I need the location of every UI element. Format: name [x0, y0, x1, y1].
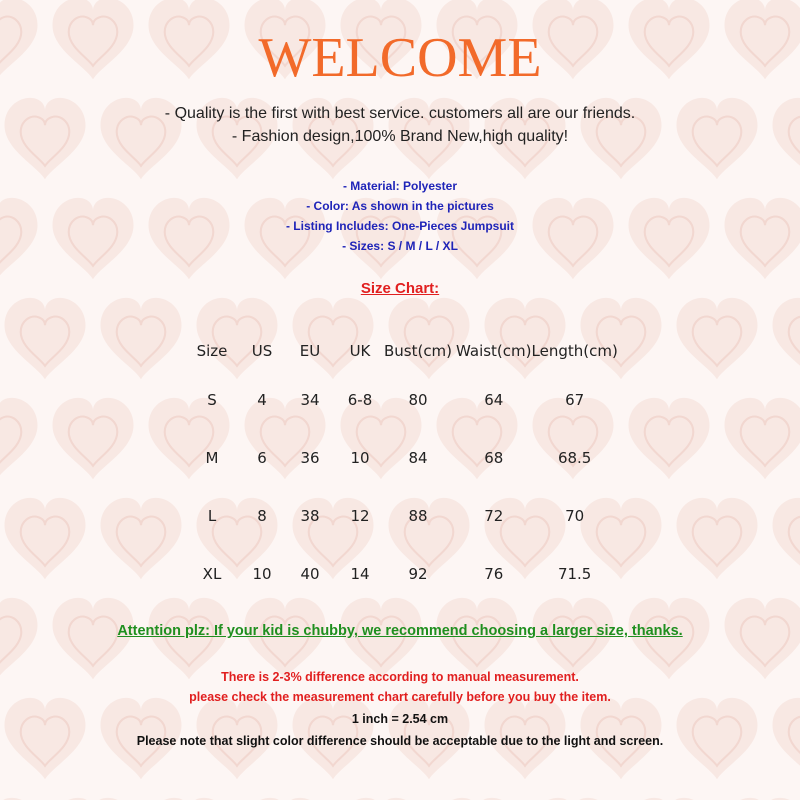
attention-note: Attention plz: If your kid is chubby, we recommend choosing a larger size, thanks. — [117, 623, 683, 639]
measurement-difference-note: There is 2-3% difference according to manual measurement. — [221, 670, 579, 684]
table-cell: 6-8 — [347, 391, 373, 409]
table-cell: 70 — [565, 507, 585, 525]
table-cell: 36 — [300, 449, 320, 467]
header-cell-waist: Waist(cm) — [456, 342, 532, 360]
size-chart-title: Size Chart: — [360, 280, 440, 297]
table-row — [180, 487, 618, 545]
welcome-title: WELCOME — [258, 27, 542, 89]
spec-sizes: - Sizes: S / M / L / XL — [342, 239, 458, 253]
table-row — [180, 429, 618, 487]
table-cell: L — [207, 507, 217, 525]
header-cell-length: Length(cm) — [531, 342, 618, 360]
spec-color: - Color: As shown in the pictures — [306, 199, 494, 213]
table-cell: 72 — [484, 507, 504, 525]
table-cell: 4 — [257, 391, 267, 409]
spec-listing: - Listing Includes: One-Pieces Jumpsuit — [285, 219, 515, 233]
table-cell: 10 — [252, 565, 272, 583]
header-cell-eu: EU — [299, 342, 321, 360]
table-cell: 38 — [300, 507, 320, 525]
check-chart-note: please check the measurement chart carefully before you buy the item. — [189, 690, 611, 704]
table-cell: S — [207, 391, 217, 409]
table-cell: 88 — [408, 507, 428, 525]
table-row — [180, 371, 618, 429]
table-cell: 6 — [257, 449, 267, 467]
table-cell: 34 — [300, 391, 320, 409]
table-cell: M — [205, 449, 219, 467]
table-cell: 12 — [350, 507, 370, 525]
table-cell: 68 — [484, 449, 504, 467]
table-cell: 80 — [408, 391, 428, 409]
table-cell: 40 — [300, 565, 320, 583]
table-cell: 14 — [350, 565, 370, 583]
inch-conversion-note: 1 inch = 2.54 cm — [351, 712, 449, 726]
table-cell: 68.5 — [557, 449, 592, 467]
table-cell: 92 — [408, 565, 428, 583]
table-cell: 64 — [484, 391, 504, 409]
table-cell: 10 — [350, 449, 370, 467]
spec-material: - Material: Polyester — [342, 179, 458, 193]
table-cell: 67 — [565, 391, 585, 409]
size-chart-table — [180, 331, 618, 603]
table-row — [180, 545, 618, 603]
header-cell-size: Size — [196, 342, 228, 360]
header-cell-uk: UK — [349, 342, 371, 360]
header-cell-us: US — [251, 342, 273, 360]
color-difference-note: Please note that slight color difference should be acceptable due to the light and screen. — [136, 734, 664, 748]
table-cell: 76 — [484, 565, 504, 583]
intro-design-line: - Fashion design,100% Brand New,high quality! — [231, 128, 569, 145]
table-cell: 84 — [408, 449, 428, 467]
table-cell: 8 — [257, 507, 267, 525]
table-cell: XL — [202, 565, 222, 583]
header-cell-bust: Bust(cm) — [383, 342, 453, 360]
table-header-row — [180, 331, 618, 371]
table-cell: 71.5 — [557, 565, 592, 583]
intro-quality-line: - Quality is the first with best service. customers all are our friends. — [164, 105, 636, 122]
